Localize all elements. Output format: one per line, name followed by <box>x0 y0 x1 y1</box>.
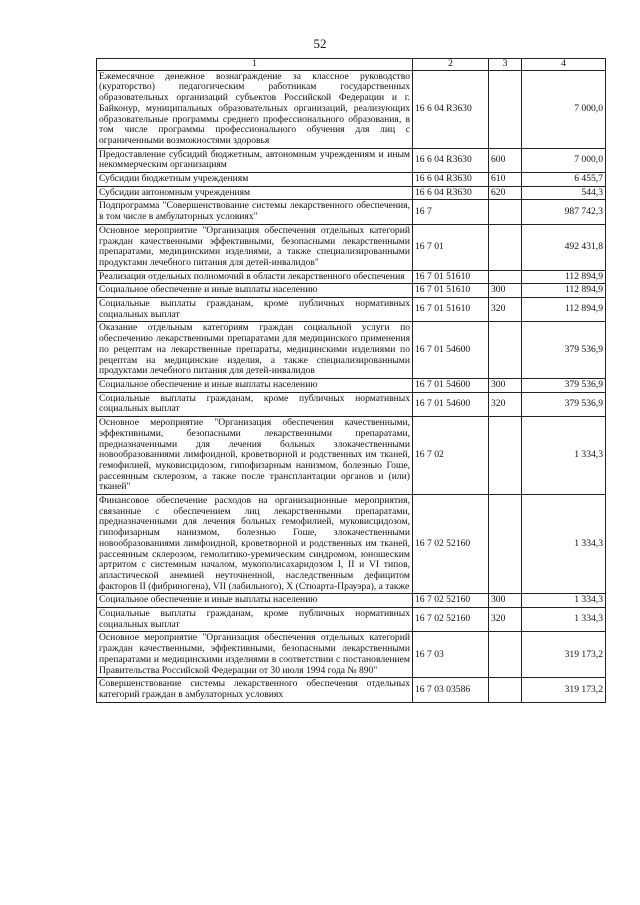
table-row <box>97 284 606 298</box>
row-amount-cell: 6 455,7 <box>522 173 606 187</box>
row-code-cell: 16 6 04 R3630 <box>413 173 489 187</box>
row-code-cell: 16 7 03 03586 <box>413 678 489 702</box>
row-name-cell: Социальные выплаты гражданам, кроме публичных нормативных социальных выплат <box>97 298 413 322</box>
row-expense-type-cell <box>489 495 522 594</box>
table-row <box>97 322 606 379</box>
row-expense-type-cell: 300 <box>489 594 522 608</box>
row-expense-type-cell: 300 <box>489 284 522 298</box>
row-amount-cell: 112 894,9 <box>522 270 606 284</box>
row-code-cell: 16 7 02 <box>413 417 489 495</box>
table-header-row <box>97 59 606 71</box>
row-code-cell: 16 7 01 54600 <box>413 322 489 379</box>
row-code-cell: 16 7 01 <box>413 224 489 270</box>
row-expense-type-cell <box>489 322 522 379</box>
row-amount-cell: 1 334,3 <box>522 594 606 608</box>
row-name-cell: Оказание отдельным категориям граждан социальной услуги по обеспечению лекарственными препаратами для медицинского применения по рецептам на лекарственные препараты, медицинскими изделиями по рецептам на медицинские изделия, а также специализированными продуктами лечебного питания для детей-инвалидов <box>97 322 413 379</box>
row-code-cell: 16 7 02 52160 <box>413 594 489 608</box>
row-name-cell: Социальные выплаты гражданам, кроме публичных нормативных социальных выплат <box>97 608 413 632</box>
row-name-cell: Социальное обеспечение и иные выплаты населению <box>97 284 413 298</box>
row-code-cell: 16 7 01 51610 <box>413 298 489 322</box>
row-expense-type-cell: 600 <box>489 148 522 172</box>
row-code-cell: 16 7 01 51610 <box>413 284 489 298</box>
row-expense-type-cell: 320 <box>489 392 522 416</box>
header-cell: 3 <box>489 59 522 71</box>
row-amount-cell: 544,3 <box>522 186 606 200</box>
row-expense-type-cell <box>489 200 522 224</box>
row-name-cell: Реализация отдельных полномочий в области лекарственного обеспечения <box>97 270 413 284</box>
row-expense-type-cell <box>489 70 522 148</box>
row-amount-cell: 379 536,9 <box>522 392 606 416</box>
budget-table <box>96 58 606 703</box>
row-name-cell: Подпрограмма "Совершенствование системы лекарственного обеспечения, в том числе в амбулаторных условиях" <box>97 200 413 224</box>
row-expense-type-cell <box>489 224 522 270</box>
row-amount-cell: 1 334,3 <box>522 417 606 495</box>
table-row <box>97 392 606 416</box>
row-amount-cell: 1 334,3 <box>522 495 606 594</box>
table-row <box>97 417 606 495</box>
row-expense-type-cell: 320 <box>489 298 522 322</box>
row-name-cell: Финансовое обеспечение расходов на организационные мероприятия, связанные с обеспечением лиц лекарственными препаратами, предназначенными для лечения больных гемофилией, муковисцидозом, гипофизарным нанизмом, болезнью Гоше, злокачественными новообразованиями лимфоидной, кроветворной и родственных им тканей, рассеянным склерозом, гемолитико-уремическим синдромом, юношеским артритом с системным началом, мукополисахаридозом I, II и VI типов, апластической анемией неуточненной, наследственным дефицитом факторов II (фибриногена), VII (лабильного), X (Стюарта-Прауэра), а также <box>97 495 413 594</box>
row-name-cell: Основное мероприятие "Организация обеспечения качественными, эффективными, безопасными лекарственными препаратами, предназначенными для лечения больных злокачественными новообразованиями лимфоидной, кроветворной и родственных им тканей, гемофилией, муковисцидозом, гипофизарным нанизмом, болезнью Гоше, рассеянным склерозом, а также после трансплантации органов и (или) тканей" <box>97 417 413 495</box>
row-name-cell: Социальное обеспечение и иные выплаты населению <box>97 378 413 392</box>
table-row <box>97 148 606 172</box>
row-amount-cell: 1 334,3 <box>522 608 606 632</box>
row-amount-cell: 987 742,3 <box>522 200 606 224</box>
table-row <box>97 678 606 702</box>
table-row <box>97 270 606 284</box>
table-row <box>97 200 606 224</box>
row-code-cell: 16 6 04 R3630 <box>413 70 489 148</box>
row-amount-cell: 319 173,2 <box>522 678 606 702</box>
row-amount-cell: 112 894,9 <box>522 284 606 298</box>
row-code-cell: 16 7 01 51610 <box>413 270 489 284</box>
row-code-cell: 16 6 04 R3630 <box>413 186 489 200</box>
table-row <box>97 298 606 322</box>
row-code-cell: 16 7 01 54600 <box>413 392 489 416</box>
table-row <box>97 632 606 678</box>
table-row <box>97 70 606 148</box>
row-code-cell: 16 7 03 <box>413 632 489 678</box>
table-row <box>97 173 606 187</box>
row-code-cell: 16 6 04 R3630 <box>413 148 489 172</box>
row-amount-cell: 7 000,0 <box>522 70 606 148</box>
row-expense-type-cell <box>489 417 522 495</box>
row-name-cell: Социальные выплаты гражданам, кроме публичных нормативных социальных выплат <box>97 392 413 416</box>
row-name-cell: Субсидии автономным учреждениям <box>97 186 413 200</box>
table-row <box>97 186 606 200</box>
row-amount-cell: 112 894,9 <box>522 298 606 322</box>
table-row <box>97 594 606 608</box>
table-row <box>97 378 606 392</box>
row-amount-cell: 7 000,0 <box>522 148 606 172</box>
row-expense-type-cell: 300 <box>489 378 522 392</box>
row-code-cell: 16 7 <box>413 200 489 224</box>
row-code-cell: 16 7 01 54600 <box>413 378 489 392</box>
row-expense-type-cell <box>489 678 522 702</box>
row-expense-type-cell: 610 <box>489 173 522 187</box>
row-amount-cell: 379 536,9 <box>522 322 606 379</box>
row-code-cell: 16 7 02 52160 <box>413 495 489 594</box>
page-number: 52 <box>313 36 327 51</box>
table-row <box>97 224 606 270</box>
row-name-cell: Социальное обеспечение и иные выплаты населению <box>97 594 413 608</box>
row-name-cell: Основное мероприятие "Организация обеспечения отдельных категорий граждан качественными эффективными, безопасными лекарственными препаратами, медицинскими изделиями, а также специализированными продуктами лечебного питания для детей-инвалидов" <box>97 224 413 270</box>
row-name-cell: Основное мероприятие "Организация обеспечения отдельных категорий граждан качественными, эффективными, безопасными лекарственными препаратами и медицинскими изделиями в соответствии с постановлением Правительства Российской Федерации от 30 июля 1994 года № 890" <box>97 632 413 678</box>
row-name-cell: Совершенствование системы лекарственного обеспечения отдельных категорий граждан в амбулаторных условиях <box>97 678 413 702</box>
header-cell: 1 <box>97 59 413 71</box>
row-expense-type-cell: 620 <box>489 186 522 200</box>
row-amount-cell: 492 431,8 <box>522 224 606 270</box>
row-expense-type-cell: 320 <box>489 608 522 632</box>
row-amount-cell: 319 173,2 <box>522 632 606 678</box>
row-name-cell: Субсидии бюджетным учреждениям <box>97 173 413 187</box>
table-row <box>97 495 606 594</box>
header-cell: 4 <box>522 59 606 71</box>
row-name-cell: Предоставление субсидий бюджетным, автономным учреждениям и иным некоммерческим организациям <box>97 148 413 172</box>
row-name-cell: Ежемесячное денежное вознаграждение за классное руководство (кураторство) педагогическим работникам государственных образовательных организаций субъектов Российской Федерации и г. Байконур, муниципальных образовательных организаций, реализующих образовательные программы среднего профессионального образования, в том числе программы профессионального обучения для лиц с ограниченными возможностями здоровья <box>97 70 413 148</box>
row-expense-type-cell <box>489 632 522 678</box>
table-row <box>97 608 606 632</box>
row-code-cell: 16 7 02 52160 <box>413 608 489 632</box>
row-amount-cell: 379 536,9 <box>522 378 606 392</box>
header-cell: 2 <box>413 59 489 71</box>
row-expense-type-cell <box>489 270 522 284</box>
